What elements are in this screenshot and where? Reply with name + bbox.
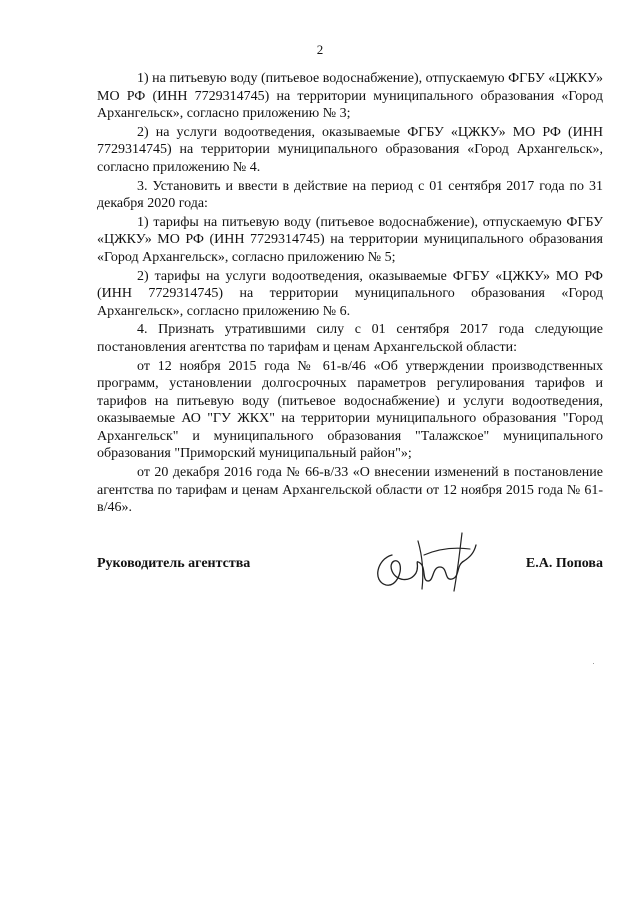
paragraph: 2) тарифы на услуги водоотведения, оказываемые ФГБУ «ЦЖКУ» МО РФ (ИНН 7729314745) на территории муниципального образования «Город Архангельск», согласно приложению № 6.: [97, 268, 603, 319]
paragraph: 4. Признать утратившими силу с 01 сентября 2017 года следующие постановления агентства по тарифам и ценам Архангельской области:: [97, 322, 603, 355]
paragraph: 1) на питьевую воду (питьевое водоснабжение), отпускаемую ФГБУ «ЦЖКУ» МО РФ (ИНН 7729314745) на территории муниципального образования «Город Архангельск», согласно приложению № 3;: [97, 71, 603, 122]
paragraph: 3. Установить и ввести в действие на период с 01 сентября 2017 года по 31 декабря 2020 года:: [97, 178, 603, 212]
paragraph: от 20 декабря 2016 года № 66-в/33 «О внесении изменений в постановление агентства по тарифам и ценам Архангельской области от 12 ноября 2015 года № 61-в/46».: [97, 465, 603, 516]
document-body: [97, 70, 603, 517]
signer-name: Е.А. Попова: [525, 556, 603, 571]
paragraph: 1) тарифы на питьевую воду (питьевое водоснабжение), отпускаемую ФГБУ «ЦЖКУ» МО РФ (ИНН 7729314745) на территории муниципального образования «Город Архангельск», согласно приложению № 5;: [97, 214, 603, 265]
signature-block: [97, 556, 603, 596]
page-number: 2: [316, 42, 324, 57]
paragraph: от 12 ноября 2015 года № 61-в/46 «Об утверждении производственных программ, установлении долгосрочных параметров регулирования тарифов и тарифов на питьевую воду (питьевое водоснабжение) и услуги водоотведения, оказываемые АО "ГУ ЖКХ" на территории муниципального образования "Город Архангельск" и муниципального образования "Талажское" муниципального образования "Приморский муниципальный район"»;: [97, 358, 603, 462]
scan-speck: [593, 663, 594, 664]
signer-position: Руководитель агентства: [97, 556, 251, 571]
paragraph: 2) на услуги водоотведения, оказываемые ФГБУ «ЦЖКУ» МО РФ (ИНН 7729314745) на территории муниципального образования «Город Архангельск», согласно приложению № 4.: [97, 124, 603, 175]
